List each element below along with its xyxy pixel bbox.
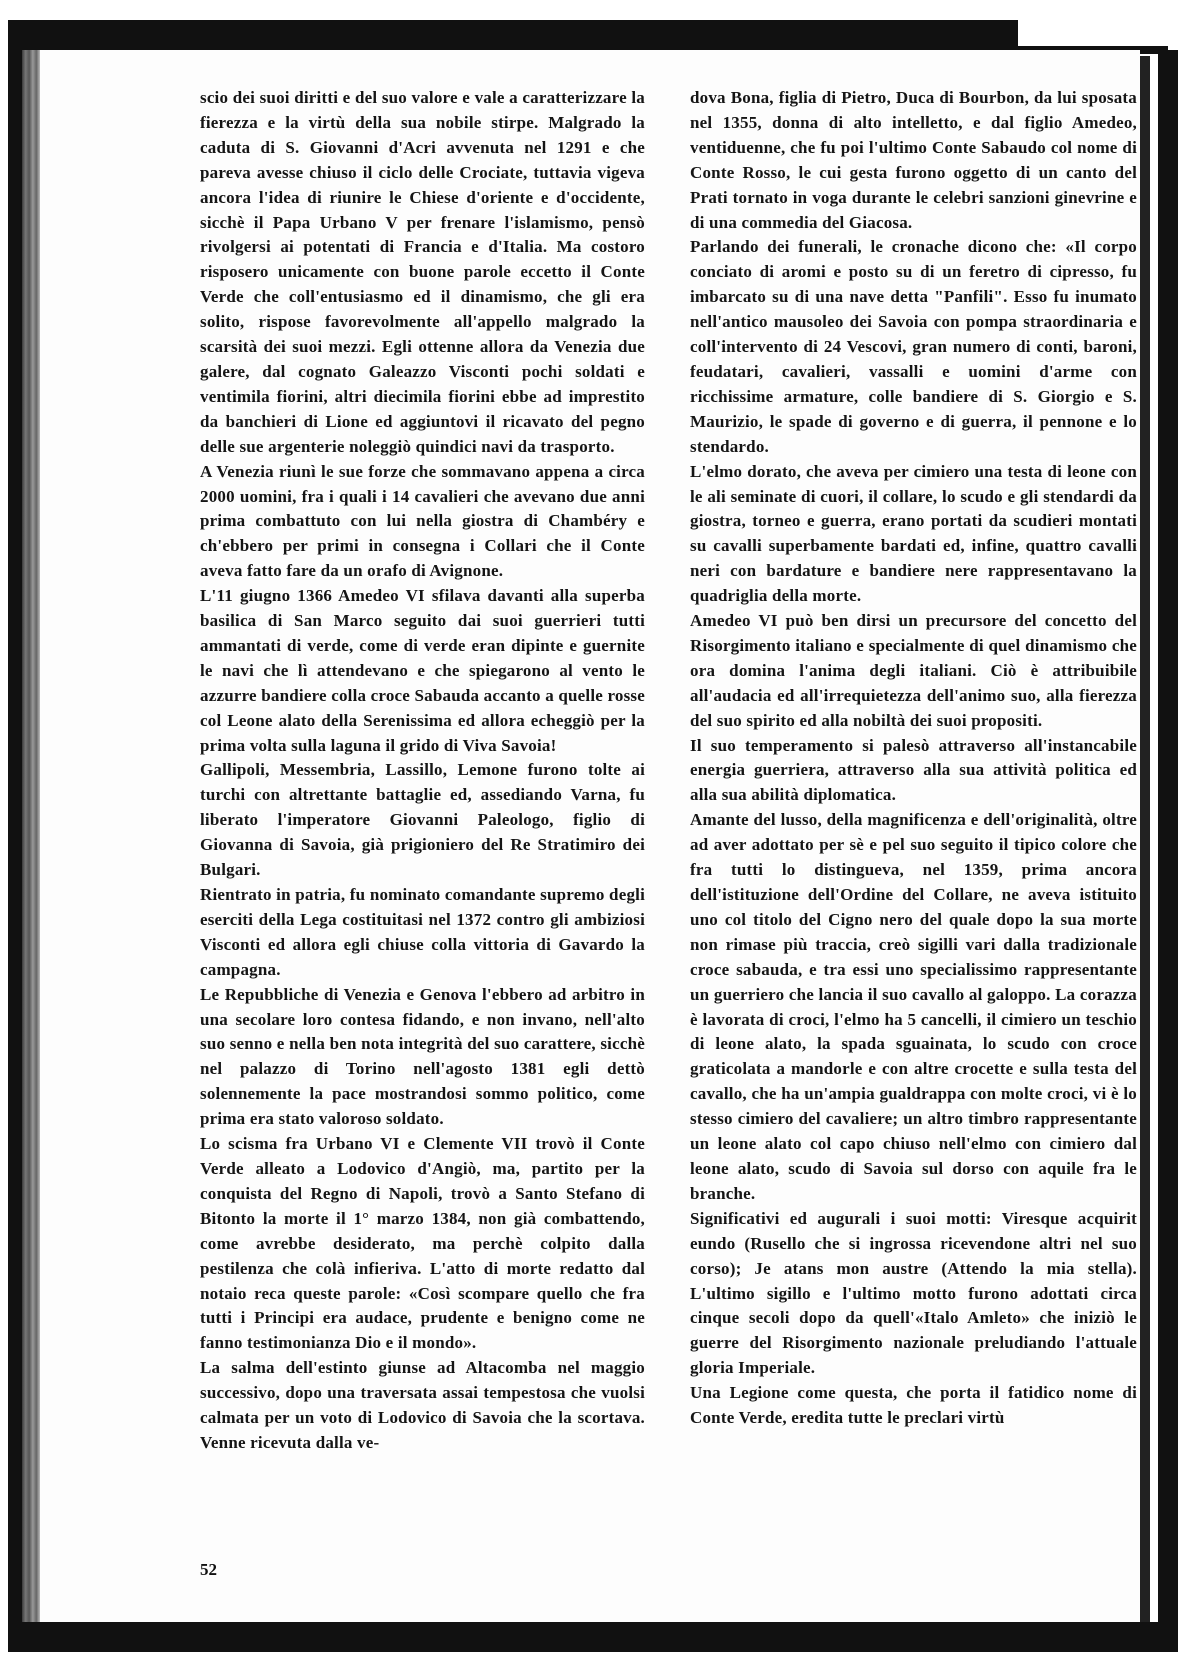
paragraph: Una Legione come questa, che porta il fatidico nome di Conte Verde, eredita tutte le preclari virtù (690, 1383, 1137, 1428)
paragraph: La salma dell'estinto giunse ad Altacomba nel maggio successivo, dopo una traversata assai tempestosa che vuolsi calmata per un voto di Lodovico di Savoia che la scortava. Venne ricevuta dalla ve- (200, 1358, 645, 1452)
paragraph: dova Bona, figlia di Pietro, Duca di Bourbon, da lui sposata nel 1355, donna di alto intelletto, e dal figlio Amedeo, ventiduenne, che fu poi l'ultimo Conte Sabaudo col nome di Conte Rosso, le cui gesta furono oggetto di un canto del Prati tornato in voga durante le celebri sanzioni ginevrine e di una commedia del Giacosa. (690, 88, 1137, 232)
paragraph: A Venezia riunì le sue forze che sommavano appena a circa 2000 uomini, fra i quali i 14 cavalieri che avevano due anni prima combattuto con lui nella giostra di Chambéry e ch'ebbero per primi in consegna i Collari che il Conte aveva fatto fare da un orafo di Avignone. (200, 461, 645, 581)
paragraph: scio dei suoi diritti e del suo valore e vale a caratterizzare la fierezza e la virtù della sua nobile stirpe. Malgrado la caduta di S. Giovanni d'Acri avvenuta nel 1291 e che pareva avesse chiuso il ciclo delle Crociate, tuttavia vigeva ancora l'idea di riunire le Chiese d'oriente e d'occidente, sicchè il Papa Urbano V per frenare l'islamismo, pensò rivolgersi ai potentati di Francia e d'Italia. Ma costoro risposero unicamente con buone parole eccetto il Conte Verde che coll'entusiasmo ed il dinamismo, che gli era solito, rispose favorevolmente all'appello malgrado la scarsità dei suoi mezzi. Egli ottenne allora da Venezia due galere, dal cognato Galeazzo Visconti pochi soldati e ventimila fiorini, altri diecimila fiorini ebbe ad imprestito da banchieri di Lione ed aggiuntovi il ricavato del pegno delle sue argenterie noleggiò quindici navi da trasporto. (200, 88, 645, 456)
paragraph: L'11 giugno 1366 Amedeo VI sfilava davanti alla superba basilica di San Marco seguito dai suoi guerrieri tutti ammantati di verde, come di verde eran dipinte e guernite le navi che lì attendevano e che spiegarono al vento le azzurre bandiere colla croce Sabauda accanto a quelle rosse col Leone alato della Serenissima ed allora echeggiò per la prima volta sulla laguna il grido di Viva Savoia! (200, 586, 645, 755)
scan-border-right-inner (1140, 56, 1150, 1644)
paragraph: Significativi ed augurali i suoi motti: Viresque acquirit eundo (Rusello che si ingrossa ricevendone altri nel suo corso); Je atans mon austre (Attendo la mia stella). L'ultimo sigillo e l'ultimo motto furono adottati circa cinque secoli dopo da quell'«Italo Amleto» che iniziò le guerre del Risorgimento nazionale preludiando l'attuale gloria Imperiale. (690, 1208, 1137, 1378)
left-text-column (200, 86, 645, 1456)
paragraph: Parlando dei funerali, le cronache dicono che: «Il corpo conciato di aromi e posto su di un feretro di cipresso, fu imbarcato su di una nave detta "Panfili". Esso fu inumato nell'antico mausoleo dei Savoia con pompa straordinaria e coll'intervento di 24 Vescovi, gran numero di conti, baroni, feudatari, cavalieri, vassalli e uomini d'arme con ricchissime armature, colle bandiere di S. Giorgio e S. Maurizio, le spade di governo e di guerra, il pennone e lo stendardo. (690, 237, 1137, 456)
paragraph: Amante del lusso, della magnificenza e dell'originalità, oltre ad aver adottato per sè e pel suo seguito il tipico colore che fra tutti lo distingueva, nel 1359, prima ancora dell'istituzione dell'Ordine del Collare, ne aveva istituito uno col titolo del Cigno nero del quale dopo la sua morte non rimase più traccia, creò sigilli vari dalla tradizionale croce sabauda, e tra essi uno specialissimo rappresentante un guerriero che lancia il suo cavallo al galoppo. La corazza è lavorata di croci, l'elmo ha 5 cancelli, il cimiero un teschio di leone alato, la spada sguainata, lo scudo con croce graticolata a mandorle e con altre crocette e sulla testa del cavallo, che ha un'ampia gualdrappa con molte croci, vi è lo stesso cimiero del cavaliere; un altro timbro rappresentante un leone alato col capo chiuso nell'elmo con cimiero dal leone alato, scudo di Savoia sul dorso con aquile fra le branche. (690, 810, 1137, 1203)
paragraph: L'elmo dorato, che aveva per cimiero una testa di leone con le ali seminate di cuori, il collare, lo scudo e gli stendardi da giostra, torneo e guerra, erano portati da scudieri montati su cavalli superbamente bardati ed, infine, quattro cavalli neri con bardature e bandiere nere rappresentavano la quadriglia della morte. (690, 461, 1137, 606)
book-page-edges (22, 50, 40, 1650)
paragraph: Gallipoli, Messembria, Lassillo, Lemone furono tolte ai turchi con altrettante battaglie ed, assediando Varna, fu liberato l'imperatore Giovanni Paleologo, figlio di Giovanna di Savoia, già prigioniero del Re Stratimiro dei Bulgari. (200, 760, 645, 880)
paragraph: Le Repubbliche di Venezia e Genova l'ebbero ad arbitro in una secolare loro contesa fidando, e non invano, nell'alto suo senno e nella ben nota integrità del suo carattere, sicchè nel palazzo di Torino nell'agosto 1381 egli dettò solennemente la pace mostrandosi sommo politico, come prima era stato valoroso soldato. (200, 984, 645, 1129)
scan-border-left (8, 20, 22, 1650)
scan-border-right (1158, 50, 1178, 1650)
scan-border-bottom (8, 1622, 1178, 1652)
paragraph: Lo scisma fra Urbano VI e Clemente VII trovò il Conte Verde alleato a Lodovico d'Angiò, ma, partito per la conquista del Regno di Napoli, trovò a Santo Stefano di Bitonto la morte il 1° marzo 1384, non già combattendo, come avrebbe desiderato, ma perchè colpito dalla pestilenza che colà infieriva. L'atto di morte redatto dal notaio reca queste parole: «Così scompare quello che fra tutti i Principi era audace, prudente e benigno come ne fanno testimonianza Dio e il mondo». (200, 1134, 645, 1353)
book-page (40, 50, 1140, 1622)
scan-border-top (8, 20, 1018, 50)
page-number: 52 (200, 1560, 217, 1579)
paragraph: Amedeo VI può ben dirsi un precursore del concetto del Risorgimento italiano e specialmente di quel dinamismo che ora domina l'anima degli italiani. Ciò è attribuibile all'audacia ed all'irrequietezza dell'animo suo, alla fierezza del suo spirito ed alla nobiltà dei suoi propositi. (690, 611, 1137, 730)
right-text-column (690, 86, 1137, 1431)
paragraph: Rientrato in patria, fu nominato comandante supremo degli eserciti della Lega costituitasi nel 1372 contro gli ambiziosi Visconti ed allora egli chiuse colla vittoria di Gavardo la campagna. (200, 885, 645, 979)
paragraph: Il suo temperamento si palesò attraverso all'instancabile energia guerriera, attraverso alla sua attività politica ed alla sua abilità diplomatica. (690, 735, 1137, 805)
